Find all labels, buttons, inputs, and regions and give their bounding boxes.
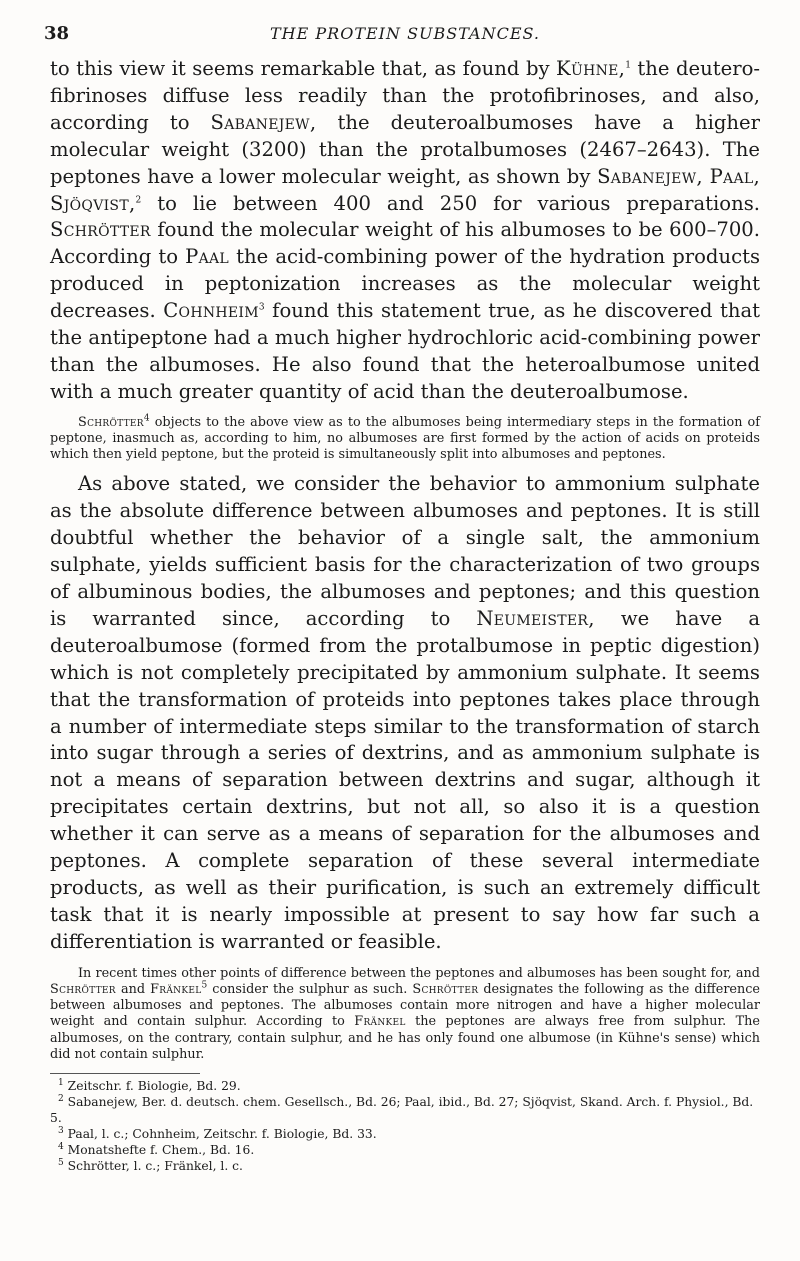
author-sabanejew: Sabanejew,: [597, 164, 703, 188]
text-run: to lie between 400 and 250 for various preparations.: [141, 191, 760, 215]
note-schrotter-objection: [50, 415, 760, 464]
text-run: found this statement true, as he discovered that the antipeptone had a much higher hydrochloric acid-combining power than the albumoses. He also found that the heteroalbumose united with a much greater quantity of acid than the deuteroalbumose.: [50, 299, 760, 403]
footnote-ref-5: 5: [201, 980, 208, 991]
page-header: [44, 18, 760, 50]
text-run: the acid-combining power of the hydration products produced in peptonization increases as the molecular weight decreases.: [50, 245, 760, 323]
footnote-5: [50, 1158, 760, 1174]
text-run: we have a deuteroalbumose (formed from the protalbumose in peptic digestion) which is not completely precipitated by ammonium sulphate. It seems that the transformation of proteids into peptones takes place through a number of intermediate steps similar to the transformation of starch into sugar through a series of dextrins, and as ammonium sulphate is not a means of separation between dextrins and sugar, although it precipitates certain dextrins, but not all, so also it is a question whether it can serve as a means of separation for the albumoses and peptones. A complete separation of these several intermediate products, as well as their purification, is such an extremely difficult task that it is nearly impossible at present to say how far such a differentiation is warranted or feasible.: [50, 606, 761, 953]
page-number: 38: [44, 23, 70, 44]
text-run: In recent times other points of difference between the peptones and albumoses has been sought for, and: [78, 965, 760, 981]
paragraph-ammonium-sulphate: [50, 471, 760, 955]
text-run: designates the following as the difference between albumoses and peptones. The albumoses contain more nitrogen and have a higher molecular weight and contain sulphur. According to: [50, 981, 760, 1030]
footnote-text: Schrötter, l. c.; Fränkel, l. c.: [67, 1158, 243, 1173]
book-page: [44, 18, 761, 1243]
footnote-number: 3: [58, 1125, 64, 1136]
author-frankel: Fränkel: [354, 1014, 406, 1030]
footnote-2: [50, 1094, 760, 1126]
footnote-text: Sabanejew, Ber. d. deutsch. chem. Gesellsch., Bd. 26; Paal, ibid., Bd. 27; Sjöqvist, Skand. Arch. f. Physiol., Bd. 5.: [50, 1094, 754, 1125]
footnote-ref-1: 1: [625, 60, 631, 71]
footnote-ref-3: 3: [258, 302, 265, 313]
footnote-text: Paal, l. c.; Cohnheim, Zeitschr. f. Biologie, Bd. 33.: [67, 1126, 377, 1141]
text-run: consider the sulphur as such.: [207, 981, 413, 997]
author-sjoqvist: Sjöqvist,: [50, 191, 136, 215]
author-schrotter: Schrötter: [78, 414, 144, 430]
footnote-4: [50, 1142, 760, 1158]
author-neumeister: Neumeister,: [476, 606, 595, 630]
running-title: THE PROTEIN SUBSTANCES.: [270, 24, 540, 43]
footnote-text: Monatshefte f. Chem., Bd. 16.: [67, 1142, 255, 1157]
text-run: the peptones are always free from sulphur. The albumoses, on the contrary, contain sulphur, and he has only found one albumose (in Kühne's sense) which did not contain sulphur.: [50, 1014, 760, 1062]
text-run: to this view it seems remarkable that, as found by: [50, 57, 557, 80]
author-schrotter: Schrötter: [50, 981, 116, 997]
text-run: As above stated, we consider the behavior to ammonium sulphate as the absolute difference between albumoses and peptones. It is still doubtful whether the behavior of a single salt, the ammonium sulphate, yields sufficient basis for the characterization of two groups of albuminous bodies, the albumoses and peptones; and this question is warranted since, according to: [50, 472, 760, 630]
author-schrotter: Schrötter: [412, 981, 479, 997]
author-paal: Paal,: [709, 164, 760, 188]
text-run: and: [115, 981, 151, 997]
paragraph-molecular-weights: [50, 56, 760, 406]
author-frankel: Fränkel: [150, 981, 202, 997]
footnote-number: 5: [58, 1157, 64, 1168]
footnote-number: 4: [58, 1141, 64, 1152]
footnotes: [50, 1078, 760, 1174]
footnote-number: 2: [58, 1093, 64, 1104]
footnote-number: 1: [58, 1077, 64, 1088]
footnote-divider: [50, 1073, 200, 1074]
footnote-text: Zeitschr. f. Biologie, Bd. 29.: [67, 1078, 241, 1093]
author-schrotter: Schrötter: [50, 218, 151, 242]
author-paal: Paal: [185, 245, 230, 269]
author-sabanejew: Sabanejew,: [210, 110, 317, 134]
author-kuhne: Kühne,: [556, 57, 626, 80]
footnote-ref-4: 4: [143, 413, 150, 424]
footnote-ref-2: 2: [135, 195, 142, 205]
text-run: [703, 165, 710, 188]
text-run: objects to the above view as to the albumoses being intermediary steps in the formation of peptone, inasmuch as, according to him, no albumoses are first formed by the action of acids on proteids which then yield peptone, but the proteid is simultaneously split into albumoses and peptones.: [50, 414, 760, 463]
note-sulphur-difference: [50, 966, 760, 1063]
text-run: the deutero-fibrinoses diffuse less readily than the protofibrinoses, and also, according to: [50, 57, 761, 134]
author-cohnheim: Cohnheim: [163, 299, 259, 323]
footnote-1: [50, 1078, 760, 1094]
footnote-3: [50, 1126, 760, 1142]
text-run: the deuteroalbumoses have a higher molecular weight (3200) than the protalbumoses (2467–2643). The peptones have a lower molecular weight, as shown by: [50, 110, 761, 188]
text-run: found the molecular weight of his albumoses to be 600–700. According to: [50, 218, 760, 269]
